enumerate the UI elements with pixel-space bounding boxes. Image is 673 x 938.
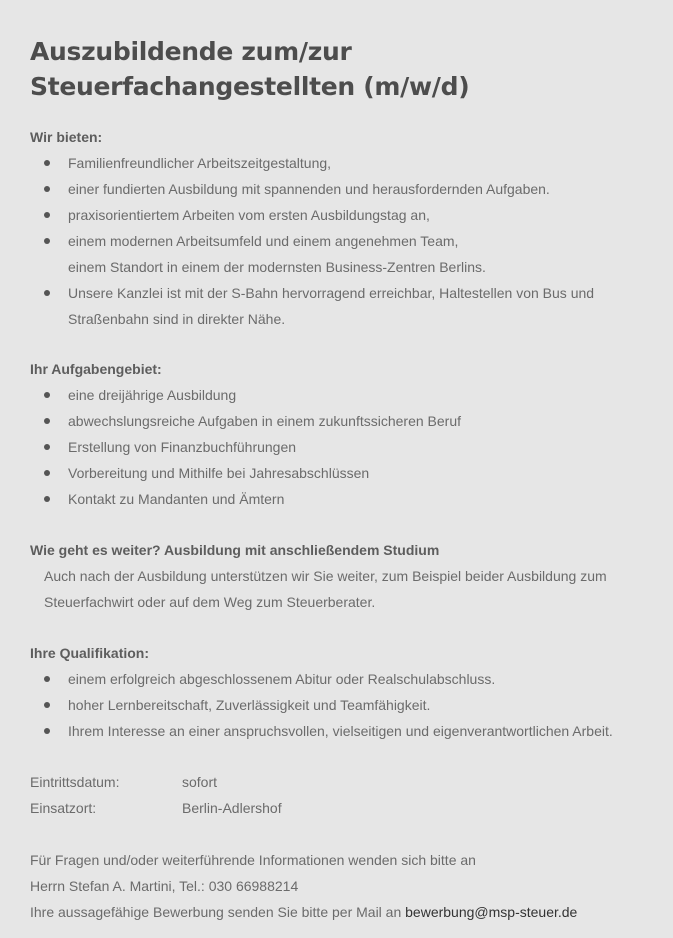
start-date-label: Eintrittsdatum: (30, 774, 120, 790)
offer-item-continuation: Straßenbahn sind in direkter Nähe. (68, 311, 286, 327)
location-value: Berlin-Adlershof (182, 800, 282, 816)
section-heading-qualification: Ihre Qualifikation: (30, 645, 150, 661)
task-item: eine dreijährige Ausbildung (68, 387, 237, 403)
offer-item: Unsere Kanzlei ist mit der S-Bahn hervorragend erreichbar, Haltestellen von Bus und (68, 285, 595, 301)
bullet-icon (44, 284, 52, 302)
page-title: Auszubildende zum/zur Steuerfachangestellten (m/w/d) (30, 37, 470, 101)
qualification-item: Ihrem Interesse an einer anspruchsvollen, vielseitigen und eigenverantwortlichen Arbeit. (68, 723, 613, 739)
section-heading-offer: Wir bieten: (30, 129, 103, 145)
bullet-icon (44, 154, 52, 172)
bullet-icon (44, 206, 52, 224)
task-item: Vorbereitung und Mithilfe bei Jahresabschlüssen (68, 465, 370, 481)
qualification-item: hoher Lernbereitschaft, Zuverlässigkeit und Teamfähigkeit. (68, 697, 431, 713)
offer-item: einer fundierten Ausbildung mit spannenden und herausfordernden Aufgaben. (68, 181, 550, 197)
task-item: Kontakt zu Mandanten und Ämtern (68, 491, 285, 507)
bullet-icon (44, 490, 52, 508)
offer-item-continuation: einem Standort in einem der modernsten Business-Zentren Berlins. (68, 259, 486, 275)
bullet-icon (44, 670, 52, 688)
task-item: abwechslungsreiche Aufgaben in einem zukunftssicheren Beruf (68, 413, 462, 429)
next-text-line: Auch nach der Ausbildung unterstützen wir Sie weiter, zum Beispiel beider Ausbildung zum (44, 568, 607, 584)
bullet-icon (44, 722, 52, 740)
bullet-icon (44, 180, 52, 198)
bullet-icon (44, 464, 52, 482)
bullet-icon (44, 386, 52, 404)
section-heading-next: Wie geht es weiter? Ausbildung mit anschließendem Studium (30, 542, 440, 558)
next-text-line: Steuerfachwirt oder auf dem Weg zum Steuerberater. (44, 594, 376, 610)
bullet-icon (44, 438, 52, 456)
task-item: Erstellung von Finanzbuchführungen (68, 439, 297, 455)
bullet-icon (44, 696, 52, 714)
location-label: Einsatzort: (30, 800, 97, 816)
section-heading-tasks: Ihr Aufgabengebiet: (30, 361, 162, 377)
contact-person: Herrn Stefan A. Martini, Tel.: 030 66988214 (30, 878, 299, 894)
email-link[interactable]: bewerbung@msp-steuer.de (405, 904, 578, 920)
offer-item: praxisorientiertem Arbeiten vom ersten Ausbildungstag an, (68, 207, 430, 223)
offer-item: einem modernen Arbeitsumfeld und einem angenehmen Team, (68, 233, 459, 249)
start-date-value: sofort (182, 774, 218, 790)
application-text: Ihre aussagefähige Bewerbung senden Sie bitte per Mail an (30, 904, 402, 920)
offer-item: Familienfreundlicher Arbeitszeitgestaltung, (68, 155, 332, 171)
bullet-icon (44, 412, 52, 430)
contact-line: Für Fragen und/oder weiterführende Informationen wenden sich bitte an (30, 852, 476, 868)
application-line (30, 903, 577, 921)
bullet-icon (44, 232, 52, 250)
qualification-item: einem erfolgreich abgeschlossenem Abitur oder Realschulabschluss. (68, 671, 496, 687)
